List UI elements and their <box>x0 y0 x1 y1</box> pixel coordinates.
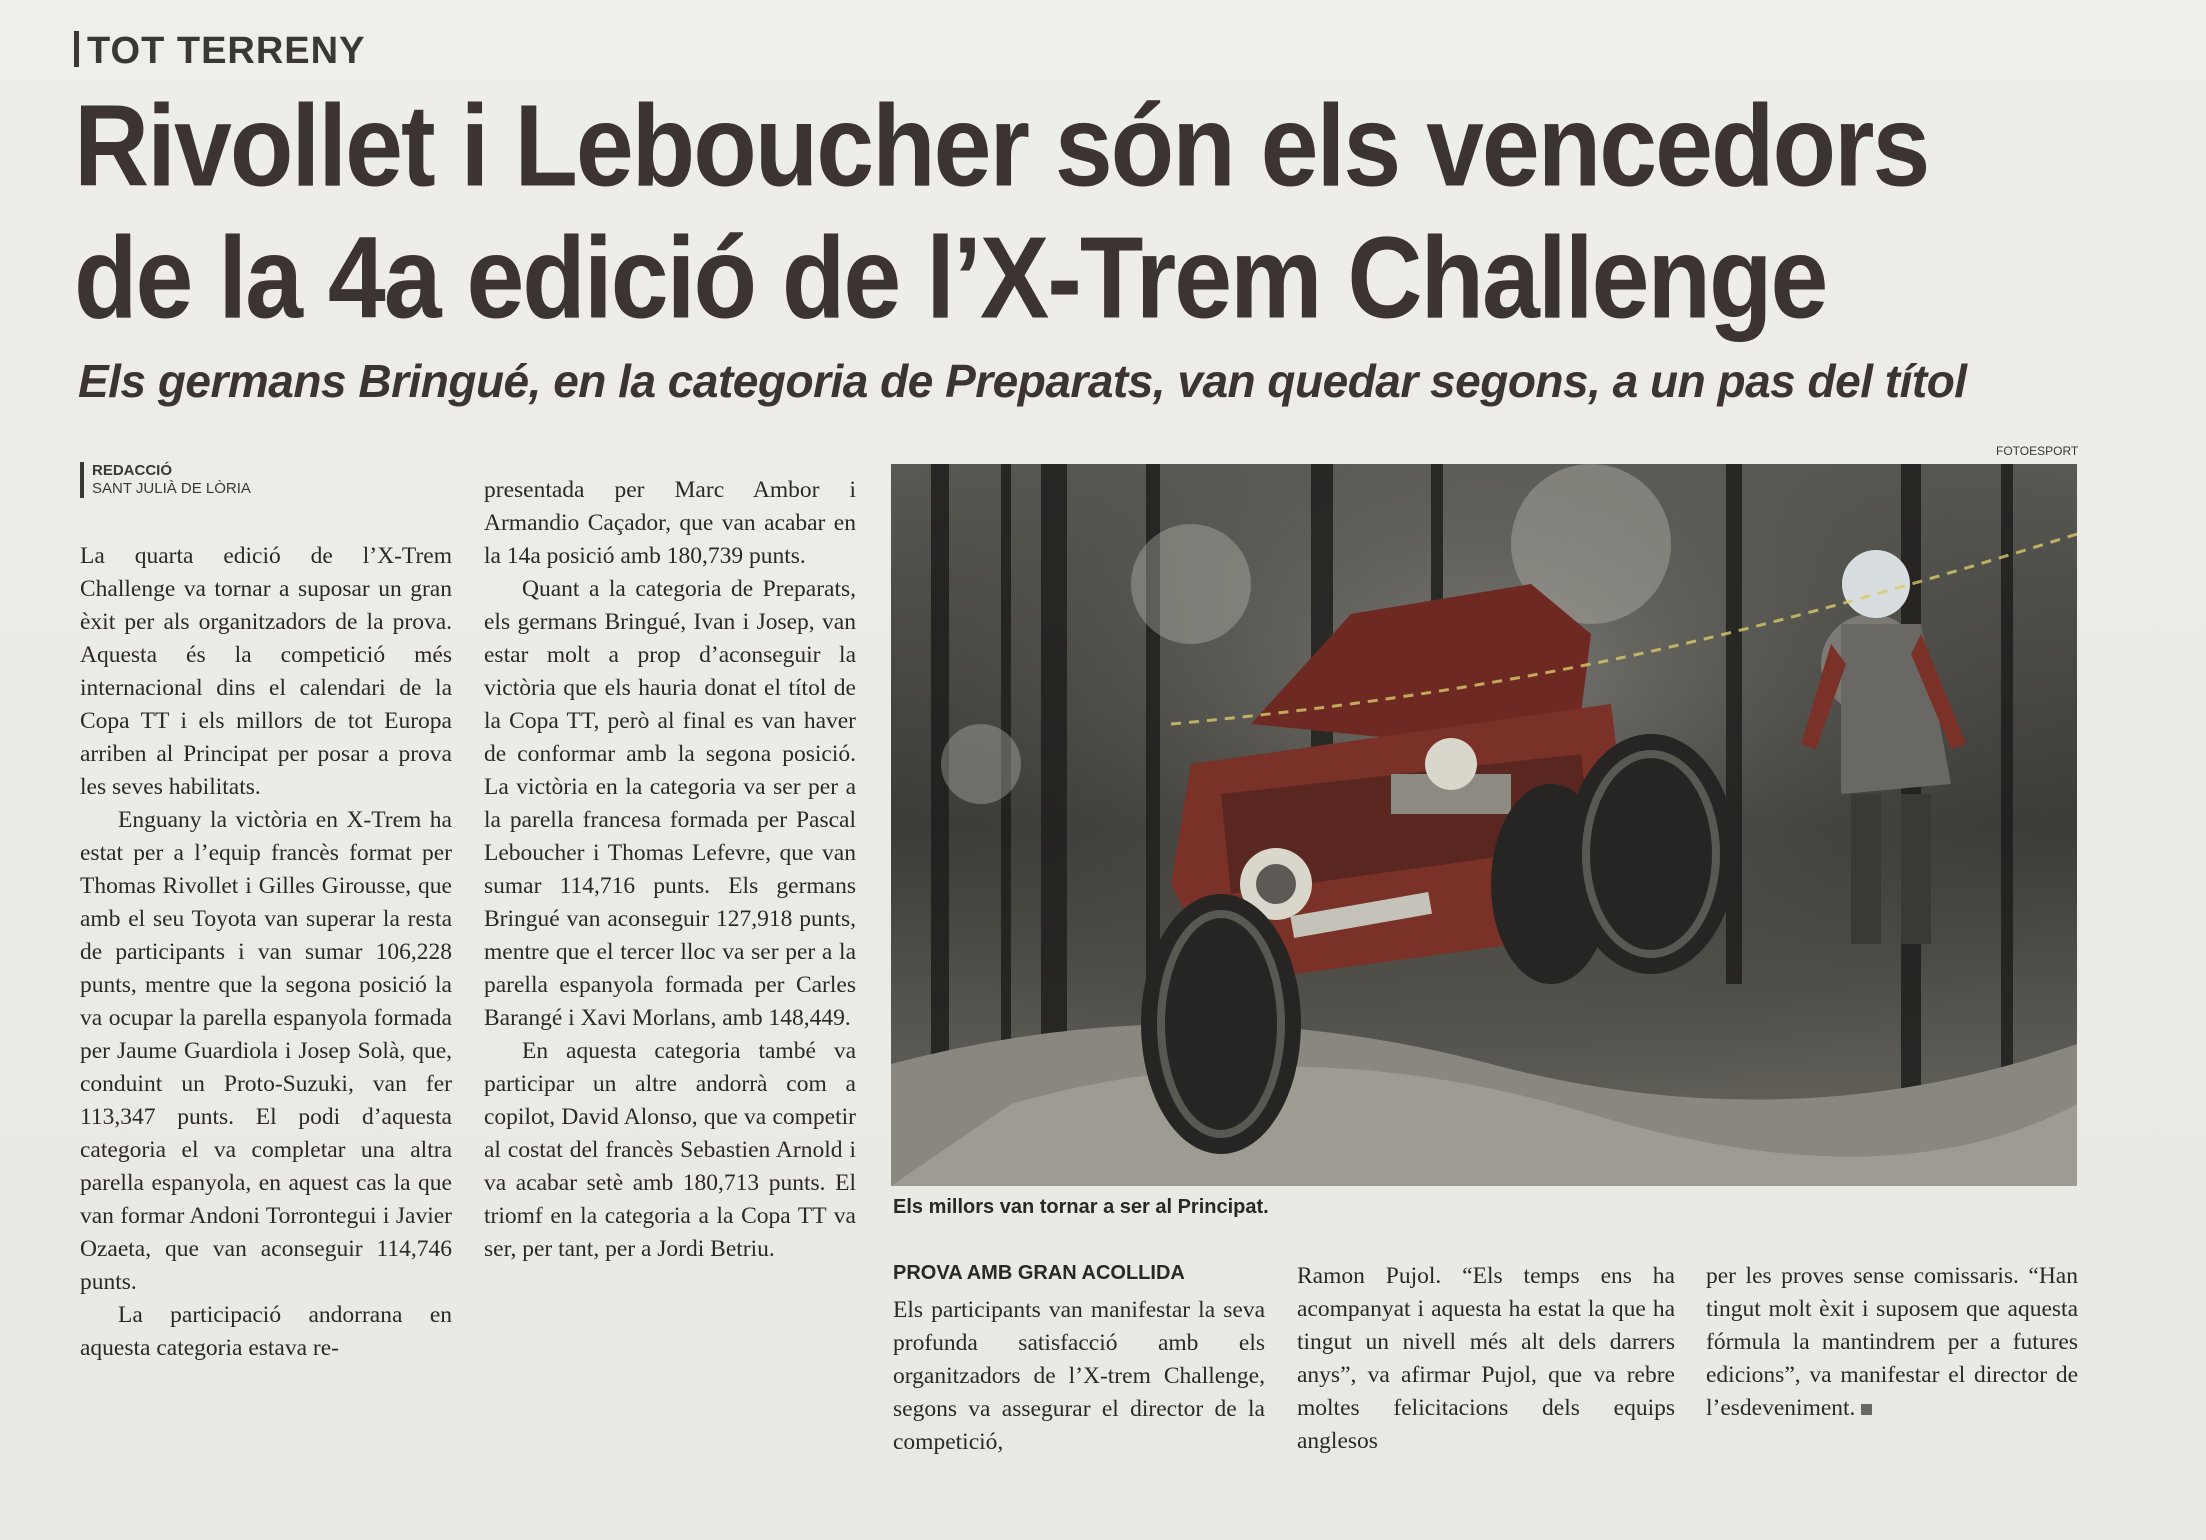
paragraph: Enguany la victòria en X-Trem ha estat per a l’equip francès format per Thomas Rivollet i Gilles Girousse, que amb el seu Toyota van superar la resta de participants i van sumar 106,228 punts, mentre que la segona posició la va ocupar la parella espanyola formada per Jaume Guardiola i Josep Solà, que, conduint un Proto-Suzuki, van fer 113,347 punts. El podi d’aquesta categoria el va completar una altra parella espanyola, en aquest cas la que van formar Andoni Torrontegui i Javier Ozaeta, que van aconseguir 114,746 punts. <box>80 807 452 1295</box>
end-of-article-mark <box>1861 1404 1872 1415</box>
paragraph: presentada per Marc Ambor i Armandio Caçador, que van acabar en la 14a posició amb 180,739 punts. <box>484 477 856 569</box>
headline-line-1: Rivollet i Leboucher són els vencedors <box>74 81 1929 212</box>
section-tag <box>74 30 365 73</box>
photo-caption: Els millors van tornar a ser al Principat. <box>893 1196 1269 1218</box>
paragraph: Ramon Pujol. “Els temps ens ha acompanyat i aquesta ha estat la que ha tingut un nivell més alt dels darrers anys”, va afirmar Pujol, que va rebre moltes felicitacions dels equips anglesos <box>1297 1263 1675 1454</box>
paragraph: La participació andorrana en aquesta categoria estava re- <box>80 1302 452 1361</box>
article-column-2 <box>484 474 856 1266</box>
byline <box>80 462 251 498</box>
paragraph: La quarta edició de l’X-Trem Challenge va tornar a suposar un gran èxit per als organitzadors de la prova. Aquesta és la competició més internacional dins el calendari de la Copa TT i els millors de tot Europa arriben al Principat per posar a prova les seves habilitats. <box>80 543 452 800</box>
paragraph: Els participants van manifestar la seva profunda satisfacció amb els organitzadors de l’X-trem Challenge, segons va assegurar el director de la competició, <box>893 1297 1265 1455</box>
section-label: TOT TERRENY <box>87 30 366 72</box>
paragraph: En aquesta categoria també va participar un altre andorrà com a copilot, David Alonso, que va competir al costat del francès Sebastien Arnold i va acabar setè amb 180,713 punts. El triomf en la categoria a la Copa TT va ser, per tant, per a Jordi Betriu. <box>484 1038 856 1262</box>
offroad-vehicle-photo <box>891 464 2077 1186</box>
headline-line-2: de la 4a edició de l’X-Trem Challenge <box>74 213 1827 344</box>
subheadline: Els germans Bringué, en la categoria de Preparats, van quedar segons, a un pas del títol <box>78 355 1967 407</box>
article-column-5 <box>1706 1260 2078 1425</box>
section-subhead: PROVA AMB GRAN ACOLLIDA <box>893 1262 1185 1284</box>
paragraph: Quant a la categoria de Preparats, els germans Bringué, Ivan i Josep, van estar molt a prop d’aconseguir la victòria que els hauria donat el títol de la Copa TT, però al final es van haver de conformar amb la segona posició. La victòria en la categoria va ser per a la parella francesa formada per Pascal Leboucher i Thomas Lefevre, que van sumar 114,716 punts. Els germans Bringué van aconseguir 127,918 punts, mentre que el tercer lloc va ser per a la parella espanyola formada per Carles Barangé i Xavi Morlans, amb 148,449. <box>484 576 856 1031</box>
headline <box>74 80 2154 344</box>
article-column-1 <box>80 540 452 1365</box>
article-photo <box>891 464 2077 1186</box>
article-column-4 <box>1297 1260 1675 1458</box>
article-column-3 <box>893 1294 1265 1459</box>
paragraph <box>1706 1260 2078 1425</box>
paragraph-text: per les proves sense comissaris. “Han tingut molt èxit i suposem que aquesta fórmula la mantindrem per a futures edicions”, va manifestar el director de l’esdeveniment. <box>1706 1263 2078 1421</box>
byline-location: SANT JULIÀ DE LÒRIA <box>92 480 251 497</box>
section-bar <box>74 31 79 67</box>
photo-credit: FOTOESPORT <box>1996 444 2079 458</box>
byline-role: REDACCIÓ <box>92 462 173 479</box>
